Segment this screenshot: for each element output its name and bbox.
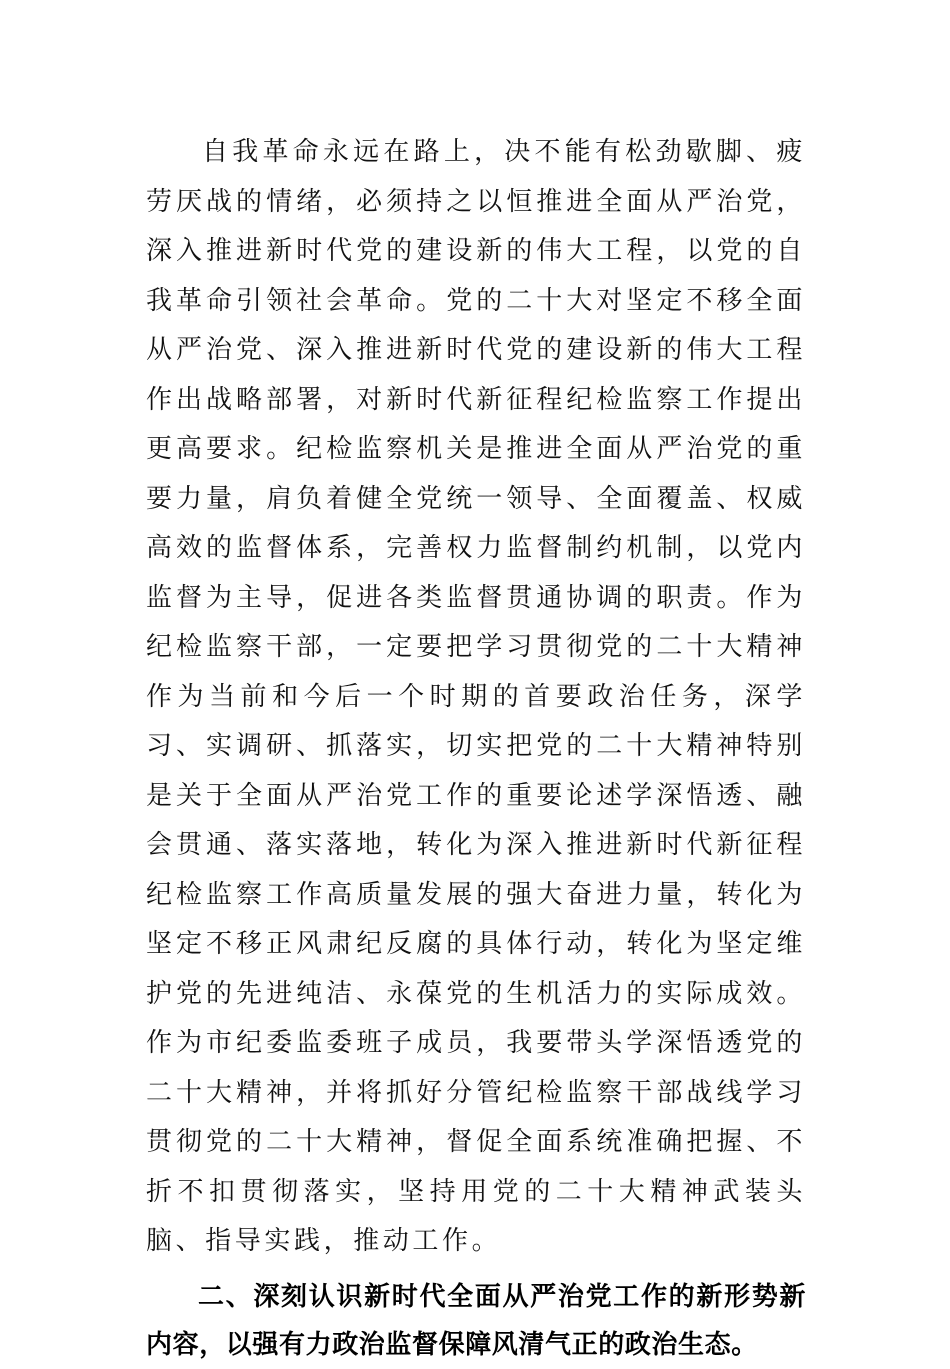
body-paragraph: 自我革命永远在路上，决不能有松劲歇脚、疲劳厌战的情绪，必须持之以恒推进全面从严治党，深入推进新时代党的建设新的伟大工程，以党的自我革命引领社会革命。党的二十大对坚定不移全面从严治党、深入推进新时代党的建设新的伟大工程作出战略部署，对新时代新征程纪检监察工作提出更高要求。纪检监察机关是推进全面从严治党的重要力量，肩负着健全党统一领导、全面覆盖、权威高效的监督体系，完善权力监督制约机制，以党内监督为主导，促进各类监督贯通协调的职责。作为纪检监察干部，一定要把学习贯彻党的二十大精神作为当前和今后一个时期的首要政治任务，深学习、实调研、抓落实，切实把党的二十大精神特别是关于全面从严治党工作的重要论述学深悟透、融会贯通、落实落地，转化为深入推进新时代新征程纪检监察工作高质量发展的强大奋进力量，转化为坚定不移正风肃纪反腐的具体行动，转化为坚定维护党的先进纯洁、永葆党的生机活力的实际成效。作为市纪委监委班子成员，我要带头学深悟透党的二十大精神，并将抓好分管纪检监察干部战线学习贯彻党的二十大精神，督促全面系统准确把握、不折不扣贯彻落实，坚持用党的二十大精神武装头脑、指导实践，推动工作。 — [146, 137, 806, 1256]
document-body — [146, 128, 806, 1369]
section-heading: 二、深刻认识新时代全面从严治党工作的新形势新内容，以强有力政治监督保障风清气正的政治生态。 — [146, 1281, 806, 1360]
